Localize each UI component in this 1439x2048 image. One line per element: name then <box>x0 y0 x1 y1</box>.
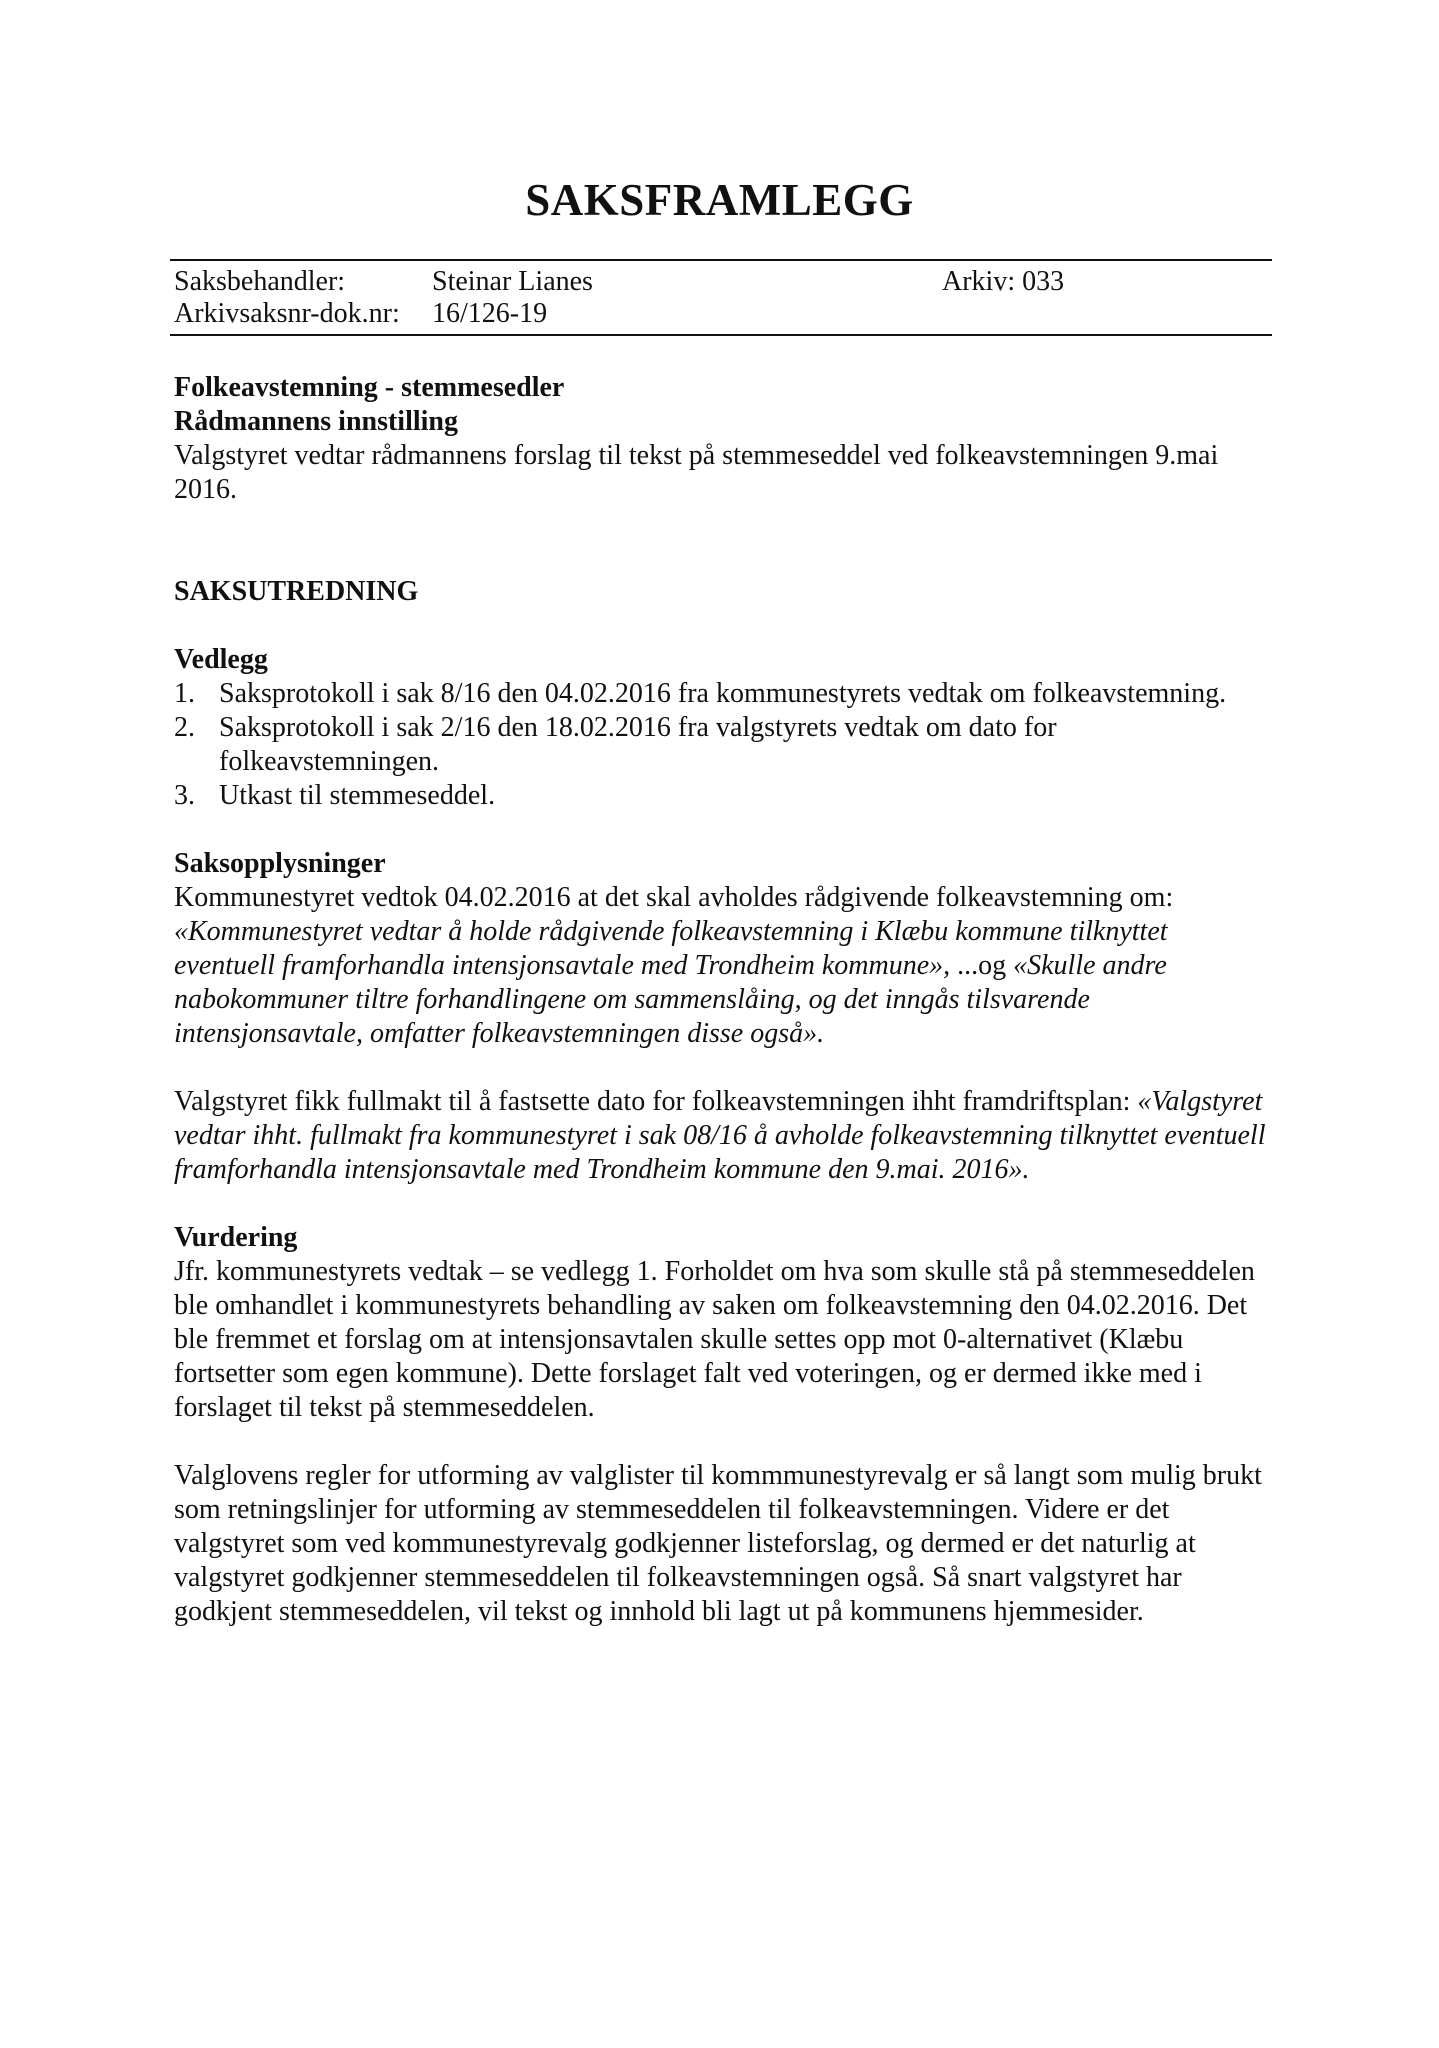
document-title: SAKSFRAMLEGG <box>525 175 914 225</box>
archive-label: Arkiv: 033 <box>942 266 1065 297</box>
list-item-text: Saksprotokoll i sak 2/16 den 18.02.2016 fra valgstyrets vedtak om dato for folkeavstemningen. <box>219 712 1057 777</box>
recommendation-heading: Rådmannens innstilling <box>174 406 458 437</box>
spacer <box>174 813 1274 847</box>
information-p1-quote-2: «Skulle andre nabokommuner tiltre forhandlingene om sammenslåing, og det inngås tilsvarende intensjonsavtale, omfatter folkeavstemningen disse også». <box>174 950 1167 1049</box>
list-item-number: 3. <box>174 780 195 811</box>
spacer <box>174 1051 1274 1085</box>
attachments-list <box>174 677 1274 813</box>
assessment-paragraph-2: Valglovens regler for utforming av valglister til kommmunestyrevalg er så langt som mulig brukt som retningslinjer for utforming av stemmeseddelen til folkeavstemningen. Videre er det valgstyret som ved kommunestyrevalg godkjenner listeforslag, og dermed er det naturlig at valgstyret godkjenner stemmeseddelen til folkeavstemningen også. Så snart valgstyret har godkjent stemmeseddelen, vil tekst og innhold bli lagt ut på kommunens hjemmesider. <box>174 1460 1262 1627</box>
case-title: Folkeavstemning - stemmesedler <box>174 372 565 403</box>
assessment-paragraph-1: Jfr. kommunestyrets vedtak – se vedlegg 1. Forholdet om hva som skulle stå på stemmeseddelen ble omhandlet i kommunestyrets behandling av saken om folkeavstemning den 04.02.2016. Det ble fremmet et forslag om at intensjonsavtalen skulle settes opp mot 0-alternativet (Klæbu fortsetter som egen kommune). Dette forslaget falt ved voteringen, og er dermed ikke med i forslaget til tekst på stemmeseddelen. <box>174 1256 1255 1423</box>
spacer <box>174 1425 1274 1459</box>
information-p2-intro: Valgstyret fikk fullmakt til å fastsette dato for folkeavstemningen ihht framdriftsplan: <box>174 1086 1131 1117</box>
case-no-label: Arkivsaksnr-dok.nr: <box>174 298 400 329</box>
list-item-text: Utkast til stemmeseddel. <box>219 780 496 811</box>
information-heading: Saksopplysninger <box>174 848 386 879</box>
list-item <box>174 711 1274 779</box>
handler-label: Saksbehandler: <box>174 266 346 297</box>
case-no-value: 16/126-19 <box>432 298 548 329</box>
report-heading: SAKSUTREDNING <box>174 576 419 607</box>
list-item <box>174 779 1274 813</box>
list-item-text: Saksprotokoll i sak 8/16 den 04.02.2016 fra kommunestyrets vedtak om folkeavstemning. <box>219 678 1227 709</box>
assessment-heading: Vurdering <box>174 1222 298 1253</box>
spacer <box>174 1187 1274 1221</box>
information-p1-intro: Kommunestyret vedtok 04.02.2016 at det skal avholdes rådgivende folkeavstemning om: <box>174 882 1174 913</box>
list-item-number: 2. <box>174 712 195 743</box>
list-item-number: 1. <box>174 678 195 709</box>
information-p2-quote: «Valgstyret vedtar ihht. fullmakt fra kommunestyret i sak 08/16 å avholde folkeavstemning tilknyttet eventuell framforhandla intensjonsavtale med Trondheim kommune den 9.mai. 2016». <box>174 1086 1266 1185</box>
information-paragraph-2 <box>174 1085 1274 1187</box>
list-item <box>174 677 1274 711</box>
handler-value: Steinar Lianes <box>432 266 593 297</box>
recommendation-text: Valgstyret vedtar rådmannens forslag til tekst på stemmeseddel ved folkeavstemningen 9.mai 2016. <box>174 440 1219 505</box>
information-p1-join: ...og <box>950 950 1014 981</box>
header-top-rule <box>170 259 1272 261</box>
attachments-heading: Vedlegg <box>174 644 268 675</box>
document-body <box>174 371 1274 1629</box>
information-p1-quote-1: «Kommunestyret vedtar å holde rådgivende folkeavstemning i Klæbu kommune tilknyttet eventuell framforhandla intensjonsavtale med Trondheim kommune», <box>174 916 1168 981</box>
spacer <box>174 609 1274 643</box>
information-paragraph-1 <box>174 881 1274 1051</box>
spacer <box>174 507 1274 575</box>
header-bottom-rule <box>170 334 1272 336</box>
